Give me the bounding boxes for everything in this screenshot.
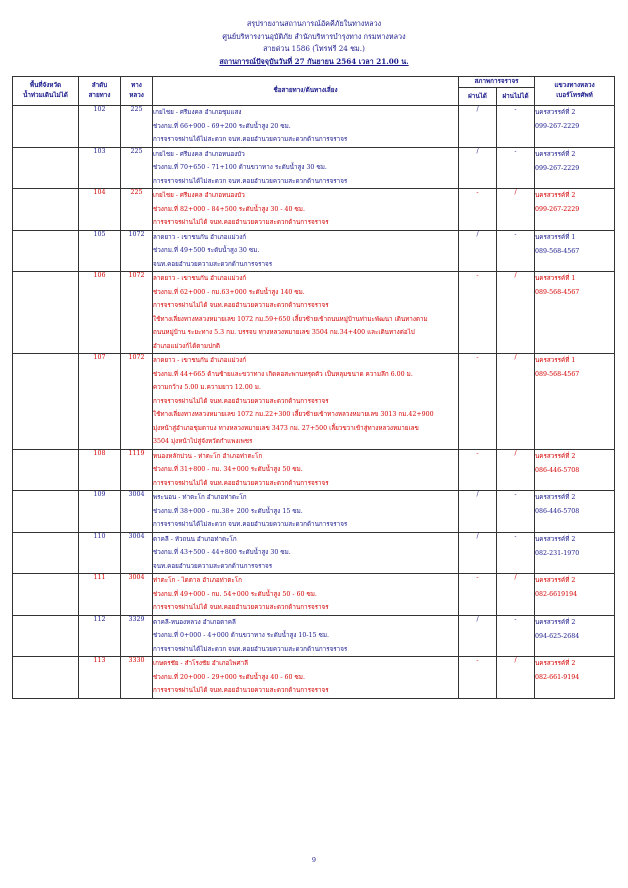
header-title: สรุปรายงานสถานการณ์อัคคีภัยในทางหลวง: [246, 19, 382, 28]
road-description-cell: [153, 147, 459, 189]
office-name: นครสวรรค์ที่ 2: [535, 535, 576, 543]
header-route: ทาง หลวง: [121, 77, 153, 106]
table-row: [13, 615, 615, 657]
office-contact-cell: [535, 574, 615, 616]
road-description-line: ลาดยาว - เขาชนกัน อำเภอแม่วงก์: [153, 357, 247, 364]
office-contact-cell: [535, 532, 615, 574]
sequence-cell: 111: [79, 574, 121, 616]
header-sequence: ลำดับ สายทาง: [79, 77, 121, 106]
impassable-cell: -: [497, 491, 535, 533]
table-row: [13, 189, 615, 231]
road-description-line: 3504 มุ่งหน้าไปสู่จังหวัดกำแพงเพชร: [153, 438, 253, 445]
route-cell: 3004: [121, 574, 153, 616]
road-description-line: ช่วงกม.ที่ 0+000 - 4+000 ด้านขวาทาง ระดับน้ำสูง 10-15 ซม.: [153, 632, 329, 639]
office-phone: 089-568-4567: [535, 247, 580, 255]
office-name: นครสวรรค์ที่ 1: [535, 357, 576, 364]
passable-cell: -: [459, 272, 497, 354]
office-name: นครสวรรค์ที่ 2: [535, 452, 576, 460]
office-contact-cell: [535, 230, 615, 272]
route-cell: 225: [121, 189, 153, 231]
office-contact-cell: [535, 491, 615, 533]
passable-cell: /: [459, 615, 497, 657]
road-description-cell: [153, 449, 459, 491]
impassable-cell: /: [497, 657, 535, 699]
passable-cell: -: [459, 189, 497, 231]
road-description-line: ช่วงกม.ที่ 38+000 - กม.38+ 200 ระดับน้ำสูง 15 ซม.: [153, 507, 303, 515]
passable-cell: -: [459, 354, 497, 450]
table-row: [13, 532, 615, 574]
office-name: นครสวรรค์ที่ 1: [535, 233, 576, 241]
road-description-line: การจราจรผ่านได้ไม่สะดวก จนท.คอยอำนวยความสะดวกด้านการจราจร: [153, 645, 348, 653]
road-description-line: ช่วงกม.ที่ 82+000 - 84+500 ระดับน้ำสูง 30 - 40 ซม.: [153, 205, 305, 213]
province-cell: [13, 354, 79, 450]
flood-report-table: [12, 76, 615, 699]
route-cell: 1072: [121, 230, 153, 272]
impassable-cell: /: [497, 574, 535, 616]
road-description-line: การจราจรผ่านไม่ได้ จนท.คอยอำนวยความสะดวกด้านการจราจร: [153, 687, 329, 694]
office-phone: 082-6619194: [535, 591, 578, 598]
road-description-line: การจราจรผ่านได้ไม่สะดวก จนท.คอยอำนวยความสะดวกด้านการจราจร: [153, 136, 348, 143]
road-description-line: การจราจรผ่านไม่ได้ จนท.คอยอำนวยความสะดวกด้านการจราจร: [153, 397, 329, 405]
sequence-cell: 108: [79, 449, 121, 491]
route-cell: 225: [121, 106, 153, 148]
road-description-line: อำเภอแม่วงก์ได้ตามปกติ: [153, 342, 220, 350]
road-description-line: มุ่งหน้าสู่อำเภอชุมตาบง ทางหลวงหมายเลข 3473 กม. 27+500 เลี้ยวขวาเข้าสู่ทางหลวงหมายเลข: [153, 424, 419, 432]
impassable-cell: -: [497, 532, 535, 574]
road-description-line: ช่วงกม.ที่ 70+650 - 71+100 ด้านขวาทาง ระดับน้ำสูง 30 ซม.: [153, 164, 327, 171]
road-description-line: ใช้ทางเลี่ยงทางหลวงหมายเลข 1072 กม.22+300 เลี้ยวซ้ายเข้าทางหลวงหมายเลข 3013 กม.42+900: [153, 411, 434, 418]
header-impassable: ผ่านไม่ได้: [497, 88, 535, 106]
route-cell: 1119: [121, 449, 153, 491]
road-description-line: ท่าตะโก - ไดตาล อำเภอท่าตะโก: [153, 577, 242, 584]
road-description-line: การจราจรผ่านไม่ได้ จนท.คอยอำนวยความสะดวกด้านการจราจร: [153, 479, 329, 487]
sequence-cell: 104: [79, 189, 121, 231]
sequence-cell: 107: [79, 354, 121, 450]
road-description-line: ช่วงกม.ที่ 66+900 - 69+200 ระดับน้ำสูง 20 ซม.: [153, 122, 291, 130]
office-phone: 099-267-2229: [535, 206, 580, 213]
road-description-cell: [153, 354, 459, 450]
sequence-cell: 105: [79, 230, 121, 272]
road-description-line: ช่วงกม.ที่ 49+000 - กม. 54+000 ระดับน้ำสูง 50 - 60 ซม.: [153, 590, 317, 598]
header-office: แขวงทางหลวง เบอร์โทรศัพท์: [535, 77, 615, 106]
road-description-line: การจราจรผ่านไม่ได้ จนท.คอยอำนวยความสะดวกด้านการจราจร: [153, 302, 329, 309]
road-description-line: หนองหลักบ่วน - ท่าตะโก อำเภอท่าตะโก: [153, 452, 263, 460]
office-name: นครสวรรค์ที่ 1: [535, 275, 576, 282]
road-description-cell: [153, 615, 459, 657]
road-description-line: ช่วงกม.ที่ 31+800 - กม. 34+000 ระดับน้ำสูง 50 ซม.: [153, 466, 303, 473]
office-name: นครสวรรค์ที่ 2: [535, 494, 576, 501]
impassable-cell: /: [497, 449, 535, 491]
province-cell: [13, 491, 79, 533]
passable-cell: /: [459, 230, 497, 272]
office-contact-cell: [535, 449, 615, 491]
impassable-cell: /: [497, 189, 535, 231]
sequence-cell: 112: [79, 615, 121, 657]
office-name: นครสวรรค์ที่ 2: [535, 577, 576, 584]
road-description-line: ช่วงกม.ที่ 43+500 - 44+800 ระดับน้ำสูง 30 ซม.: [153, 549, 291, 556]
province-cell: [13, 657, 79, 699]
road-description-line: ตาคลี-หนองหลวง อำเภอตาคลี: [153, 618, 236, 626]
sequence-cell: 106: [79, 272, 121, 354]
report-table-body: [13, 106, 615, 699]
sequence-cell: 102: [79, 106, 121, 148]
road-description-line: เกษตรชัย - สำโรงชัย อำเภอไพศาลี: [153, 660, 248, 667]
province-cell: [13, 230, 79, 272]
road-description-line: การจราจรผ่านได้ไม่สะดวก จนท.คอยอำนวยความสะดวกด้านการจราจร: [153, 521, 348, 528]
office-contact-cell: [535, 106, 615, 148]
road-description-line: ช่วงกม.ที่ 44+665 ด้านซ้ายและขวาทาง เกิดคอสะพานทรุดตัว เป็นหลุมขนาด ความลึก 6.00 ม.: [153, 370, 413, 378]
header-hotline: สายด่วน 1586 (โทรฟรี 24 ชม.): [263, 44, 365, 53]
route-cell: 225: [121, 147, 153, 189]
table-row: [13, 272, 615, 354]
table-row: [13, 354, 615, 450]
office-name: นครสวรรค์ที่ 2: [535, 192, 576, 199]
impassable-cell: /: [497, 272, 535, 354]
province-cell: [13, 615, 79, 657]
road-description-line: ถนนหมู่บ้าน ระยะทาง 5.3 กม. บรรจบ ทางหลวงหมายเลข 3504 กม.34+400 และเดินทางต่อไป: [153, 329, 415, 336]
report-header: [0, 18, 628, 68]
road-description-line: การจราจรผ่านไม่ได้ จนท.คอยอำนวยความสะดวกด้านการจราจร: [153, 604, 329, 611]
road-description-line: ลาดยาว - เขาชนกัน อำเภอแม่วงก์: [153, 275, 247, 282]
road-description-line: จนท.คอยอำนวยความสะดวกด้านการจราจร: [153, 260, 273, 268]
header-province: พื้นที่จังหวัด น้ำท่วมเดินไม่ได้: [13, 77, 79, 106]
office-phone: 082-661-9194: [535, 674, 580, 681]
road-description-line: จนท.คอยอำนวยความสะดวกด้านการจราจร: [153, 562, 273, 570]
office-phone: 099-267-2229: [535, 123, 580, 130]
road-description-cell: [153, 491, 459, 533]
province-cell: [13, 574, 79, 616]
passable-cell: -: [459, 657, 497, 699]
road-description-line: เกยไชย - ศรีมงคล อำเภอหนองบัว: [153, 192, 245, 199]
impassable-cell: -: [497, 147, 535, 189]
road-description-cell: [153, 532, 459, 574]
office-phone: 086-446-5708: [535, 466, 580, 474]
office-phone: 082-231-1970: [535, 549, 580, 557]
road-description-cell: [153, 272, 459, 354]
impassable-cell: /: [497, 354, 535, 450]
sequence-cell: 113: [79, 657, 121, 699]
header-passable: ผ่านได้: [459, 88, 497, 106]
passable-cell: /: [459, 532, 497, 574]
route-cell: 1072: [121, 272, 153, 354]
road-description-line: ตาคลี - หัวถนน อำเภอท่าตะโก: [153, 535, 237, 543]
road-description-line: ลาดยาว - เขาชนกัน อำเภอแม่วงก์: [153, 233, 247, 241]
route-cell: 1072: [121, 354, 153, 450]
office-contact-cell: [535, 354, 615, 450]
road-description-line: การจราจรผ่านไม่ได้ จนท.คอยอำนวยความสะดวกด้านการจราจร: [153, 219, 329, 226]
passable-cell: -: [459, 574, 497, 616]
sequence-cell: 110: [79, 532, 121, 574]
road-description-line: ช่วงกม.ที่ 49+500 ระดับน้ำสูง 30 ซม.: [153, 247, 260, 254]
office-contact-cell: [535, 189, 615, 231]
route-cell: 3004: [121, 491, 153, 533]
impassable-cell: -: [497, 230, 535, 272]
header-agency: ศูนย์บริหารงานอุบัติภัย สำนักบริหารบำรุงทาง กรมทางหลวง: [222, 31, 406, 41]
sequence-cell: 109: [79, 491, 121, 533]
road-description-line: เกยไชย - ศรีมงคล อำเภอหนองบัว: [153, 150, 245, 158]
passable-cell: /: [459, 147, 497, 189]
office-contact-cell: [535, 615, 615, 657]
table-row: [13, 449, 615, 491]
office-name: นครสวรรค์ที่ 2: [535, 618, 576, 626]
passable-cell: /: [459, 491, 497, 533]
office-name: นครสวรรค์ที่ 2: [535, 109, 576, 116]
road-description-line: ความกว้าง 5.00 ม.ความยาว 12.00 ม.: [153, 384, 261, 391]
office-phone: 089-568-4567: [535, 289, 580, 296]
table-row: [13, 106, 615, 148]
office-contact-cell: [535, 657, 615, 699]
road-description-line: ช่วงกม.ที่ 20+000 - 29+000 ระดับน้ำสูง 40 - 60 ซม.: [153, 673, 305, 681]
table-row: [13, 147, 615, 189]
road-description-line: การจราจรผ่านได้ไม่สะดวก จนท.คอยอำนวยความสะดวกด้านการจราจร: [153, 177, 348, 185]
province-cell: [13, 106, 79, 148]
province-cell: [13, 272, 79, 354]
header-road-name: ชื่อสายทาง/ต้นทางเลี่ยง: [153, 77, 459, 106]
page-number: 9: [311, 856, 317, 864]
sequence-cell: 103: [79, 147, 121, 189]
route-cell: 3329: [121, 615, 153, 657]
impassable-cell: -: [497, 106, 535, 148]
road-description-cell: [153, 189, 459, 231]
province-cell: [13, 189, 79, 231]
office-name: นครสวรรค์ที่ 2: [535, 150, 576, 158]
table-row: [13, 657, 615, 699]
route-cell: 3004: [121, 532, 153, 574]
road-description-cell: [153, 230, 459, 272]
office-phone: 099-267-2229: [535, 164, 580, 172]
passable-cell: /: [459, 106, 497, 148]
header-traffic-status: สภาพการจราจร: [459, 77, 535, 88]
passable-cell: -: [459, 449, 497, 491]
office-phone: 089-568-4567: [535, 371, 580, 378]
impassable-cell: -: [497, 615, 535, 657]
office-name: นครสวรรค์ที่ 2: [535, 660, 576, 667]
road-description-line: ใช้ทางเลี่ยงทางหลวงหมายเลข 1072 กม.59+650 เลี้ยวซ้ายเข้าถนนหมู่บ้านท่ามะพัฒนา เดินทางตาม: [153, 315, 428, 323]
road-description-line: เกยไชย - ศรีมงคล อำเภอชุมแสง: [153, 109, 242, 116]
road-description-cell: [153, 106, 459, 148]
road-description-cell: [153, 574, 459, 616]
table-row: [13, 574, 615, 616]
road-description-line: ช่วงกม.ที่ 62+000 - กม.63+000 ระดับน้ำสูง 140 ซม.: [153, 288, 305, 296]
table-row: [13, 230, 615, 272]
province-cell: [13, 147, 79, 189]
road-description-cell: [153, 657, 459, 699]
province-cell: [13, 449, 79, 491]
route-cell: 3330: [121, 657, 153, 699]
road-description-line: พระนอน - ท่าตะโก อำเภอท่าตะโก: [153, 494, 247, 501]
office-phone: 086-446-5708: [535, 508, 580, 515]
header-status-date: สถานการณ์ปัจจุบันวันที่ 27 กันยายน 2564 เวลา 21.00 น.: [219, 56, 409, 66]
office-phone: 094-625-2684: [535, 632, 580, 640]
office-contact-cell: [535, 272, 615, 354]
province-cell: [13, 532, 79, 574]
table-row: [13, 491, 615, 533]
office-contact-cell: [535, 147, 615, 189]
